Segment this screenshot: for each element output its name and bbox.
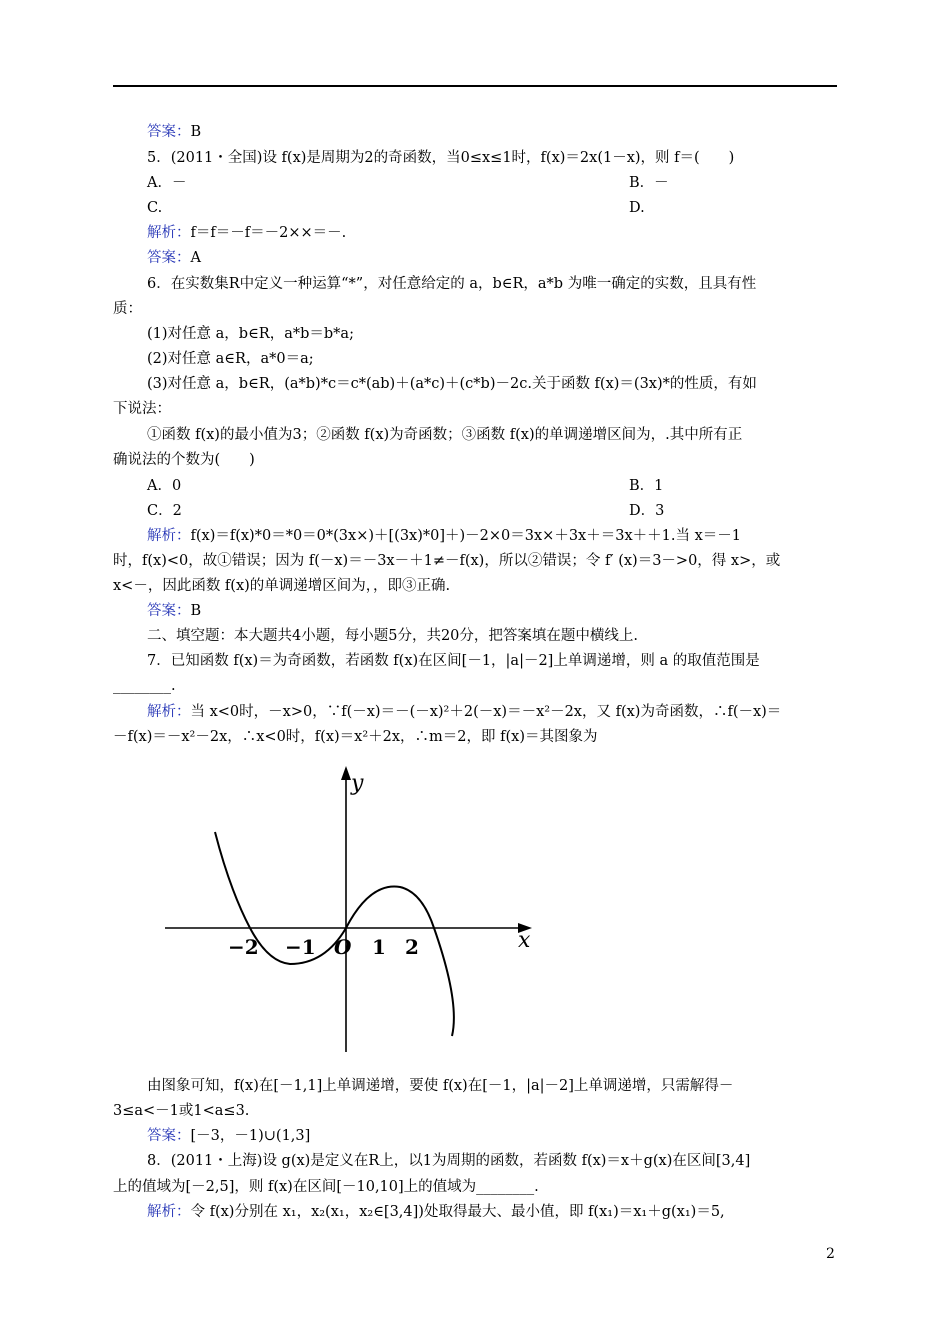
question-7: 7．已知函数 f(x)＝为奇函数，若函数 f(x)在区间[－1，|a|－2]上单调递增，则 a 的取值范围是 — [147, 653, 760, 669]
solution-6-cont: x<－，因此函数 f(x)的单调递增区间为，，即③正确. — [113, 578, 451, 594]
conclusion-7: 由图象可知，f(x)在[－1,1]上单调递增，要使 f(x)在[－1，|a|－2]上单调递增，只需解得－ — [147, 1078, 734, 1094]
conclusion-7-cont: 3≤a<－1或1<a≤3. — [113, 1103, 250, 1119]
answer-4: 答案：B — [147, 124, 202, 140]
tick-label: −2 — [228, 935, 259, 959]
property-2: (2)对任意 a∈R，a*0＝a; — [147, 351, 314, 367]
answer-label: 答案： — [147, 603, 191, 619]
solution-5: 解析：f＝f＝－f＝－2××＝－. — [147, 225, 347, 241]
question-5: 5．(2011・全国)设 f(x)是周期为2的奇函数，当0≤x≤1时，f(x)＝2x(1－x)，则 f＝( ) — [147, 150, 735, 166]
solution-6: 解析：f(x)＝f(x)*0＝*0＝0*(3x×)＋[(3x)*0]＋)－2×0＝3x×＋3x＋＝3x＋＋1.当 x＝－1 — [147, 528, 741, 544]
function-graph — [160, 762, 540, 1058]
page-number: 2 — [826, 1246, 835, 1262]
answer-blank: ________. — [113, 678, 176, 694]
solution-6-cont: 时，f(x)<0，故①错误；因为 f(－x)＝－3x－＋1≠－f(x)，所以②错误；令 f′ (x)＝3－>0，得 x>，或 — [113, 553, 781, 569]
option-c: C．2 — [147, 503, 182, 519]
answer-label: 答案： — [147, 1128, 191, 1144]
solution-8: 解析：令 f(x)分别在 x₁，x₂(x₁，x₂∈[3,4])处取得最大、最小值，即 f(x₁)＝x₁＋g(x₁)＝5, — [147, 1204, 725, 1220]
answer-label: 答案： — [147, 124, 191, 140]
solution-7-cont: －f(x)＝－x²－2x，∴x<0时，f(x)＝x²＋2x，∴m＝2，即 f(x)＝其图象为 — [113, 729, 598, 745]
option-row — [147, 198, 645, 218]
question-6-cont: 质： — [113, 301, 142, 317]
statements-cont: 确说法的个数为( ) — [113, 452, 255, 468]
option-b: B．－ — [629, 175, 669, 191]
question-6: 6．在实数集R中定义一种运算“*”，对任意给定的 a，b∈R，a*b 为唯一确定的实数，且具有性 — [147, 276, 757, 292]
header-rule — [113, 85, 837, 87]
solution-label: 解析： — [147, 225, 191, 241]
option-c: C. — [147, 200, 163, 216]
tick-label: 2 — [405, 935, 419, 959]
option-a: A．0 — [147, 478, 182, 494]
solution-label: 解析： — [147, 704, 191, 720]
solution-label: 解析： — [147, 1204, 191, 1220]
option-row — [147, 501, 665, 521]
y-axis-arrow — [341, 766, 351, 780]
tick-label: −1 — [285, 935, 316, 959]
answer-5: 答案：A — [147, 250, 201, 266]
origin-label: O — [334, 935, 352, 959]
property-3-cont: 下说法： — [113, 401, 171, 417]
solution-7: 解析：当 x<0时，－x>0，∵f(－x)＝－(－x)²＋2(－x)＝－x²－2x，又 f(x)为奇函数，∴f(－x)＝ — [147, 704, 782, 720]
question-8-cont: 上的值域为[－2,5]，则 f(x)在区间[－10,10]上的值域为________. — [113, 1179, 539, 1195]
answer-label: 答案： — [147, 250, 191, 266]
curve — [215, 832, 454, 1036]
x-axis-label: x — [518, 928, 531, 953]
property-3: (3)对任意 a，b∈R，(a*b)*c＝c*(ab)＋(a*c)＋(c*b)－2c.关于函数 f(x)＝(3x)*的性质，有如 — [147, 376, 757, 392]
tick-label: 1 — [372, 935, 386, 959]
option-row — [147, 476, 664, 496]
property-1: (1)对任意 a，b∈R，a*b＝b*a; — [147, 326, 354, 342]
answer-7: 答案：[－3，－1)∪(1,3] — [147, 1128, 311, 1144]
section-heading: 二、填空题：本大题共4小题，每小题5分，共20分，把答案填在题中横线上. — [147, 628, 639, 644]
option-a: A．－ — [147, 175, 187, 191]
option-b: B．1 — [629, 478, 664, 494]
option-row — [147, 173, 669, 193]
option-d: D. — [629, 200, 645, 216]
statements: ①函数 f(x)的最小值为3；②函数 f(x)为奇函数；③函数 f(x)的单调递增区间为，.其中所有正 — [147, 427, 743, 443]
y-axis-label: y — [351, 771, 364, 796]
option-d: D．3 — [629, 503, 665, 519]
question-8: 8．(2011・上海)设 g(x)是定义在R上，以1为周期的函数，若函数 f(x)＝x＋g(x)在区间[3,4] — [147, 1153, 751, 1169]
solution-label: 解析： — [147, 528, 191, 544]
answer-6: 答案：B — [147, 603, 202, 619]
